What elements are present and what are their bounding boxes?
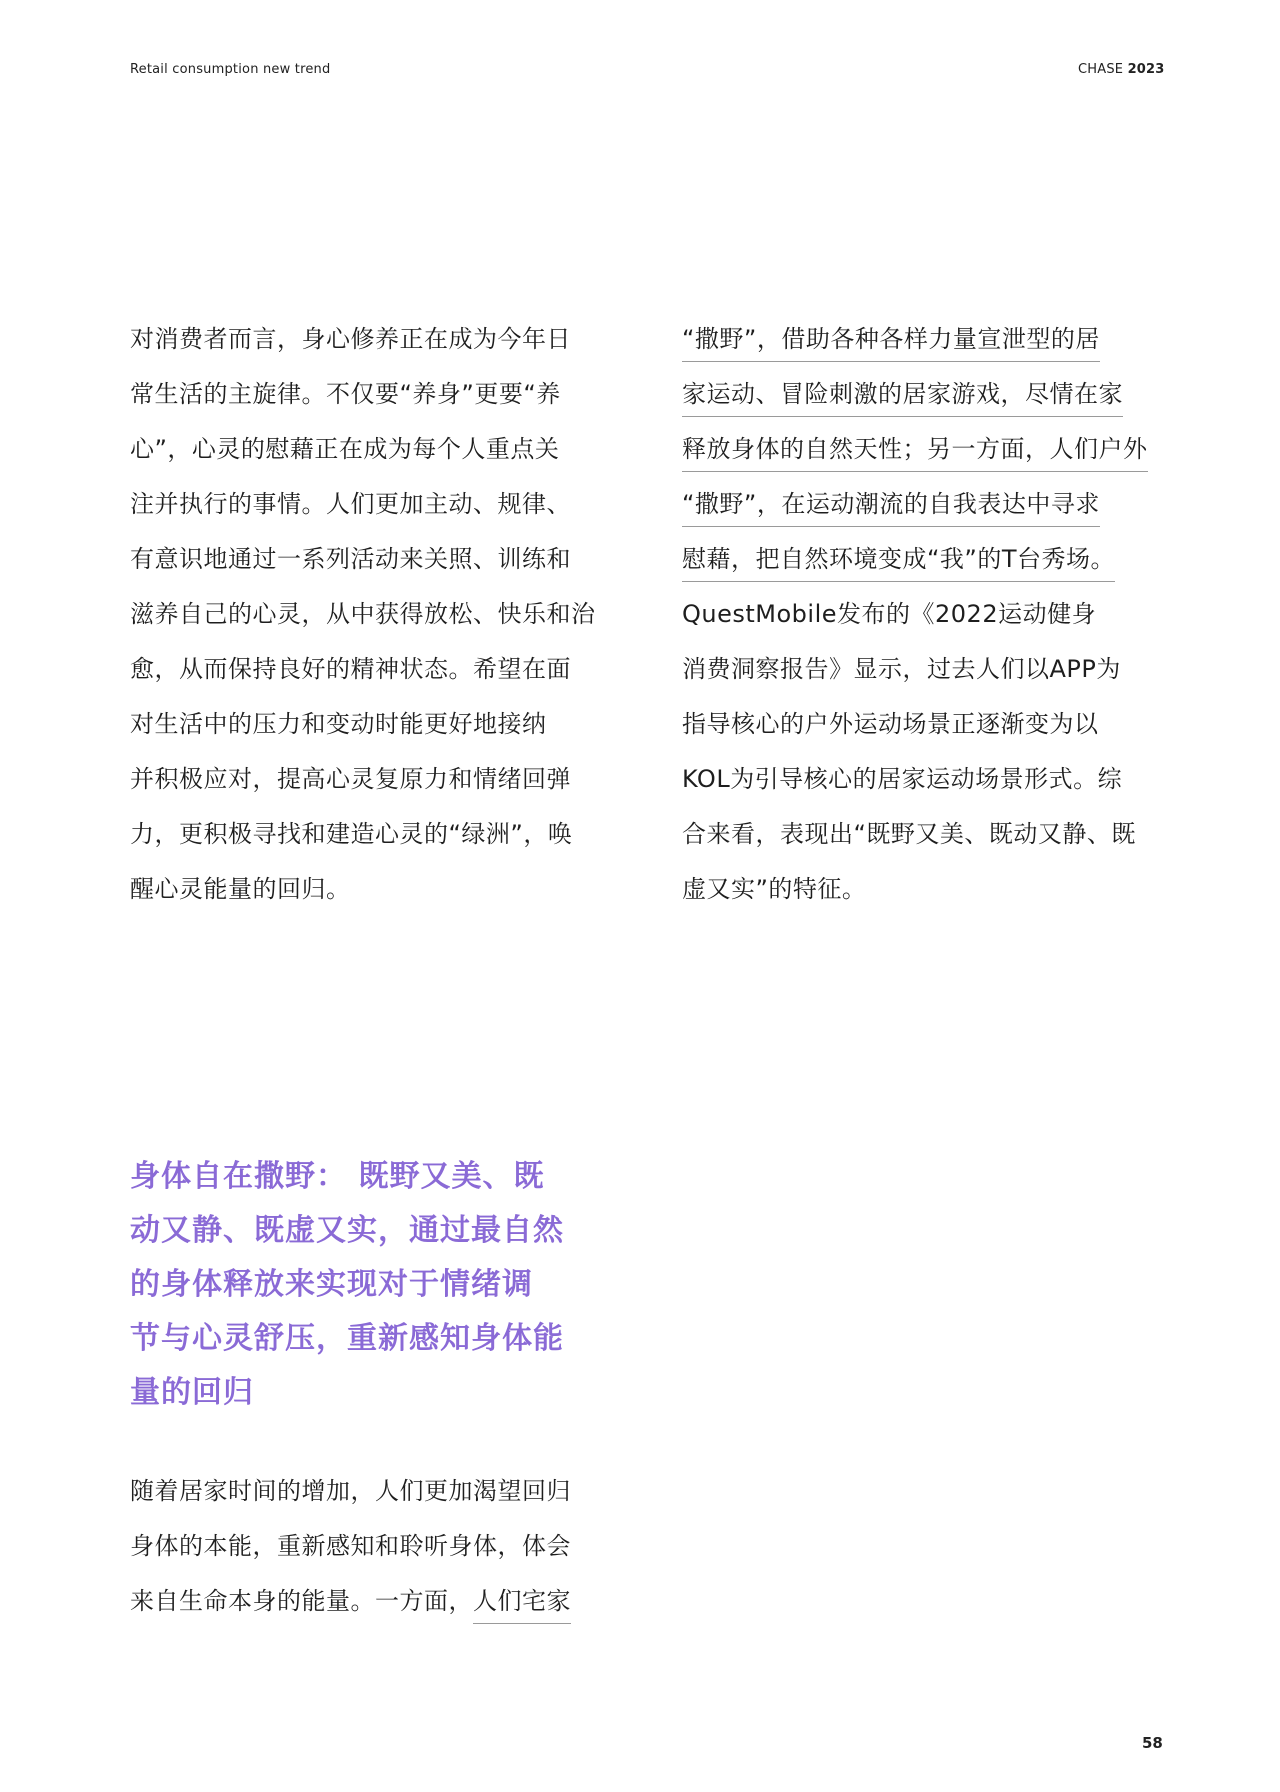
- section-heading-line: 量的回归: [130, 1375, 254, 1410]
- paragraph-line: 注并执行的事情。人们更加主动、规律、: [130, 490, 571, 518]
- paragraph-line: KOL为引导核心的居家运动场景形式。综: [682, 765, 1123, 793]
- paragraph-line: 力，更积极寻找和建造心灵的“绿洲”，唤: [130, 820, 573, 848]
- left-body-column: [130, 314, 616, 919]
- underlined-paragraph-line: “撒野”，在运动潮流的自我表达中寻求: [682, 482, 1100, 527]
- paragraph-line: 身体的本能，重新感知和聆听身体，体会: [130, 1532, 571, 1560]
- section-heading-line: 身体自在撒野： 既野又美、既: [130, 1159, 545, 1194]
- underlined-paragraph-line: 慰藉，把自然环境变成“我”的T台秀场。: [682, 537, 1115, 582]
- underlined-paragraph-line: “撒野”，借助各种各样力量宣泄型的居: [682, 317, 1100, 362]
- brand-year: 2023: [1127, 62, 1165, 77]
- paragraph-line: 指导核心的户外运动场景正逐渐变为以: [682, 710, 1099, 738]
- underlined-paragraph-line: 家运动、冒险刺激的居家游戏，尽情在家: [682, 372, 1123, 417]
- paragraph-line: 并积极应对，提高心灵复原力和情绪回弹: [130, 765, 571, 793]
- paragraph-line: 合来看，表现出“既野又美、既动又静、既: [682, 820, 1136, 848]
- right-body-column: [682, 314, 1168, 919]
- paragraph-line: 有意识地通过一系列活动来关照、训练和: [130, 545, 571, 573]
- paragraph-line: [130, 1576, 616, 1631]
- brand-name: CHASE: [1078, 62, 1124, 77]
- bottom-body-column: [130, 1466, 616, 1631]
- page-number: 58: [1142, 1734, 1163, 1752]
- paragraph-line: 醒心灵能量的回归。: [130, 875, 351, 903]
- section-heading-line: 节与心灵舒压，重新感知身体能: [130, 1321, 564, 1356]
- underlined-paragraph-line: 释放身体的自然天性；另一方面，人们户外: [682, 427, 1148, 472]
- paragraph-line: 对消费者而言，身心修养正在成为今年日: [130, 325, 571, 353]
- paragraph-line: 愈，从而保持良好的精神状态。希望在面: [130, 655, 571, 683]
- paragraph-line: 常生活的主旋律。不仅要“养身”更要“养: [130, 380, 561, 408]
- running-header-title: Retail consumption new trend: [130, 62, 331, 77]
- section-heading: [130, 1150, 620, 1420]
- paragraph-line: 消费洞察报告》显示，过去人们以APP为: [682, 655, 1121, 683]
- paragraph-line: 心”，心灵的慰藉正在成为每个人重点关: [130, 435, 560, 463]
- paragraph-line-start: 来自生命本身的能量。一方面，: [130, 1587, 473, 1615]
- paragraph-line: 滋养自己的心灵，从中获得放松、快乐和治: [130, 600, 596, 628]
- paragraph-line: QuestMobile发布的《2022运动健身: [682, 600, 1097, 628]
- paragraph-line: 对生活中的压力和变动时能更好地接纳: [130, 710, 547, 738]
- paragraph-line: 随着居家时间的增加，人们更加渴望回归: [130, 1477, 571, 1505]
- section-heading-line: 的身体释放来实现对于情绪调: [130, 1267, 533, 1302]
- paragraph-line: 虚又实”的特征。: [682, 875, 867, 903]
- section-heading-line: 动又静、既虚又实，通过最自然: [130, 1213, 564, 1248]
- underlined-phrase: 人们宅家: [473, 1579, 571, 1624]
- running-header-brand: [1078, 62, 1165, 77]
